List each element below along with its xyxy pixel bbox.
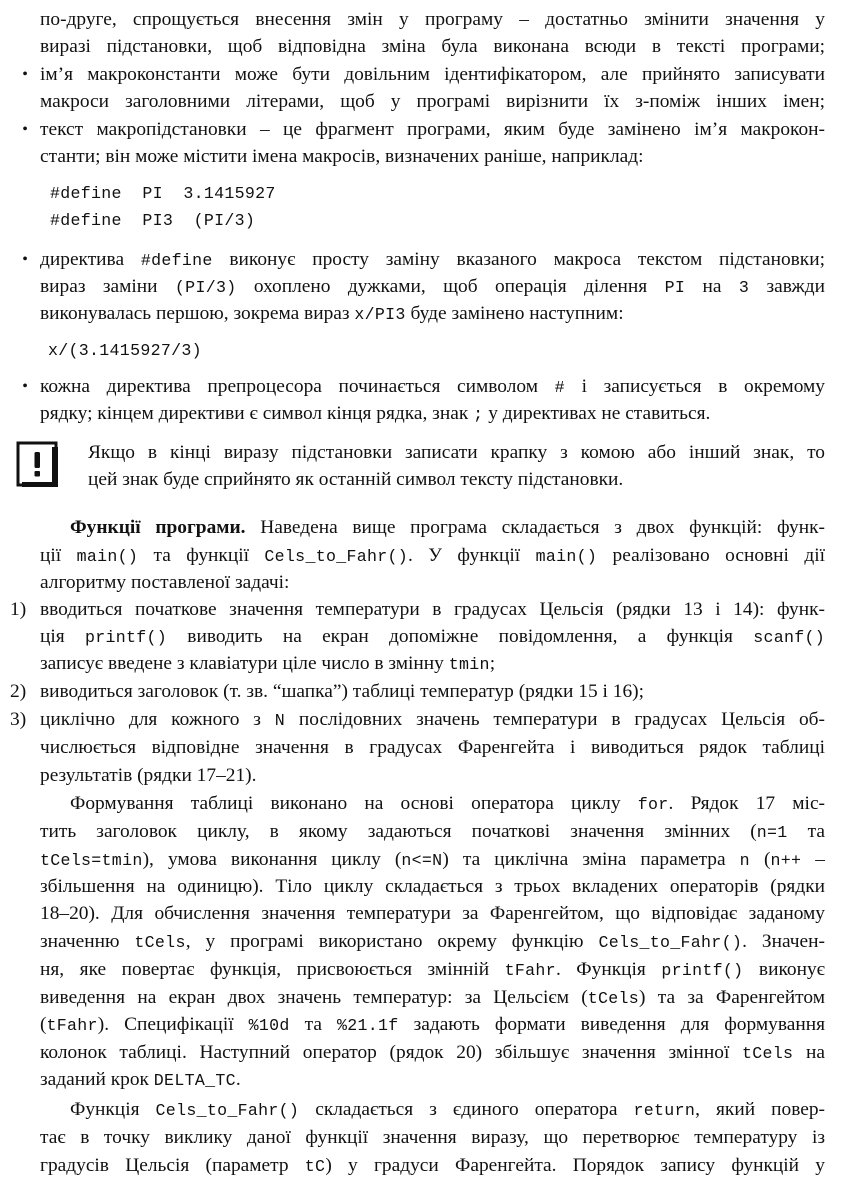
text-run: , який повер- <box>695 1099 826 1120</box>
text-run: ) у градуси Фаренгейта. Порядок запису функцій у <box>325 1155 826 1176</box>
text-run: ), умова виконання циклу ( <box>142 849 402 870</box>
text-run: циклічно для кожного з <box>40 709 275 730</box>
list-item-line: числюється відповідне значення в градусах Фаренгейта і виводиться рядок таблиці <box>40 737 825 758</box>
text-run: ; <box>489 653 496 674</box>
code-inline: n<=N <box>401 851 443 870</box>
paragraph-line <box>70 1096 825 1123</box>
code-inline: N <box>274 711 286 730</box>
list-item-line: виводиться заголовок (т. зв. “шапка”) таблиці температур (рядки 15 і 16); <box>40 681 644 702</box>
text-run: Функція <box>70 1099 156 1120</box>
text-run: ція <box>40 626 85 647</box>
code-inline: 3 <box>738 278 750 297</box>
text-run: Наведена вище програма складається з двох функцій: функ- <box>245 517 825 538</box>
text-run: значенню <box>40 931 135 952</box>
paragraph-line: збільшення на одиницю). Тіло циклу складається з трьох вкладених операторів (рядки <box>40 876 825 897</box>
text-run: ня, яке повертає функція, присвоюється змінній <box>40 959 505 980</box>
code-inline: %21.1f <box>337 1016 399 1035</box>
text-run: рядку; кінцем директиви є символ кінця рядка, знак <box>40 403 474 424</box>
text-run: директива <box>40 249 141 270</box>
code-inline: %10d <box>248 1016 290 1035</box>
paragraph-line <box>40 1066 857 1093</box>
code-line: x/(3.1415927/3) <box>48 341 202 360</box>
text-run: ) та за Фаренгейтом <box>639 987 826 1008</box>
text-run: . Функція <box>555 959 662 980</box>
list-item-line <box>40 273 825 300</box>
text-run: послідовних значень температури в градусах Цельсія об- <box>285 709 826 730</box>
text-run: градусів Цельсія (параметр <box>40 1155 305 1176</box>
bullet-marker: • <box>22 378 28 395</box>
code-inline: tCels <box>587 989 640 1008</box>
text-run: та функції <box>138 545 265 566</box>
code-inline: tFahr <box>504 961 556 980</box>
code-inline: for <box>637 795 669 814</box>
paragraph-line <box>40 1039 825 1066</box>
text-run: вираз заміни <box>40 276 175 297</box>
text-run: ). Специфікації <box>97 1014 249 1035</box>
list-item-line <box>40 246 825 273</box>
list-number: 3) <box>10 709 27 730</box>
list-item-line: ім’я макроконстанти може бути довільним ідентифікатором, але прийнято записувати <box>40 64 825 85</box>
list-item-line <box>40 650 857 677</box>
paragraph-line: алгоритму поставленої задачі: <box>40 572 290 593</box>
paragraph-line <box>40 928 825 955</box>
code-inline: DELTA_TC <box>153 1071 236 1090</box>
text-run: записує введене з клавіатури ціле число в змінну <box>40 653 449 674</box>
text-run: задають формати виведення для формування <box>398 1014 825 1035</box>
code-line: #define PI 3.1415927 <box>50 184 276 203</box>
text-run: ) та циклічна зміна параметра <box>442 849 740 870</box>
code-inline: tCels <box>742 1044 794 1063</box>
text-run: Формування таблиці виконано на основі оператора циклу <box>70 793 638 814</box>
paragraph-line: 18–20). Для обчислення значення температури за Фаренгейтом, що відповідає заданому <box>40 903 825 924</box>
text-run: на <box>685 276 739 297</box>
paragraph-line: тає в точку виклику даної функції значення виразу, що перетворює температуру із <box>40 1127 825 1148</box>
bullet-marker: • <box>22 66 28 83</box>
list-item-line <box>40 706 825 733</box>
list-item-line <box>40 400 857 427</box>
code-inline: # <box>554 378 565 397</box>
text-run: . Значен- <box>742 931 825 952</box>
paragraph-line <box>40 846 825 873</box>
paragraph-line: по-друге, спрощується внесення змін у програму – достатньо змінити значення у <box>40 9 825 30</box>
code-inline: tC <box>304 1157 326 1176</box>
text-run: охоплено дужками, щоб операція ділення <box>236 276 665 297</box>
list-number: 1) <box>10 599 27 620</box>
text-run: кожна директива препроцесора починається символом <box>40 376 555 397</box>
code-inline: return <box>633 1101 696 1120</box>
bullet-marker: • <box>22 251 28 268</box>
code-inline: main() <box>535 547 598 566</box>
code-inline: tCels <box>134 933 186 952</box>
bullet-marker: • <box>22 121 28 138</box>
list-item-line <box>40 623 825 650</box>
code-inline: PI <box>664 278 686 297</box>
text-run: та <box>787 821 825 842</box>
text-run: – <box>801 849 825 870</box>
text-run: у директивах не ставиться. <box>483 403 711 424</box>
list-item-line <box>40 373 825 400</box>
section-heading-line <box>70 514 825 541</box>
text-run: завжди <box>749 276 825 297</box>
paragraph-line <box>70 790 825 817</box>
text-run: . Рядок 17 міс- <box>668 793 826 814</box>
code-inline: (PI/3) <box>174 278 237 297</box>
code-inline: n <box>739 851 750 870</box>
section-title: Функції програми. <box>70 517 246 538</box>
paragraph-line: виразі підстановки, щоб відповідна зміна була виконана всюди в тексті програми; <box>40 36 825 57</box>
note-line: Якщо в кінці виразу підстановки записати крапку з комою або інший знак, то <box>88 442 825 463</box>
exclamation-icon <box>16 440 60 488</box>
paragraph-line <box>40 1011 825 1038</box>
code-inline: tmin <box>448 655 490 674</box>
text-run: і записується в окремому <box>564 376 825 397</box>
code-inline: n++ <box>770 851 802 870</box>
text-run: та <box>289 1014 337 1035</box>
text-run: тить заголовок циклу, в якому задаються початкові значення змінних ( <box>40 821 757 842</box>
text-run: . У функції <box>408 545 536 566</box>
code-line: #define PI3 (PI/3) <box>50 211 256 230</box>
list-number: 2) <box>10 681 27 702</box>
code-inline: n=1 <box>756 823 788 842</box>
code-inline: Cels_to_Fahr() <box>598 933 743 952</box>
text-run: ( <box>40 1014 47 1035</box>
text-run: ( <box>749 849 771 870</box>
code-inline: printf() <box>661 961 744 980</box>
code-inline: x/PI3 <box>354 305 406 324</box>
text-run: виконує просту заміну вказаного макроса текстом підстановки; <box>212 249 825 270</box>
paragraph-line <box>40 956 825 983</box>
note-line: цей знак буде сприйнято як останній символ тексту підстановки. <box>88 469 624 490</box>
code-inline: main() <box>76 547 139 566</box>
paragraph-line <box>40 542 825 569</box>
list-item-line: вводиться початкове значення температури в градусах Цельсія (рядки 13 і 14): функ- <box>40 599 825 620</box>
list-item-line: результатів (рядки 17–21). <box>40 765 257 786</box>
text-run: виконує <box>743 959 825 980</box>
code-inline: printf() <box>84 628 168 647</box>
code-inline: tFahr <box>46 1016 98 1035</box>
text-run: на <box>793 1042 825 1063</box>
text-run: . <box>235 1069 241 1090</box>
text-run: ції <box>40 545 77 566</box>
list-item-line: макроси заголовними літерами, щоб у програмі вирізнити їх з-поміж інших імен; <box>40 91 825 112</box>
paragraph-line <box>40 1152 825 1179</box>
code-inline: ; <box>473 405 484 424</box>
text-run: колонок таблиці. Наступний оператор (рядок 20) збільшує значення змінної <box>40 1042 743 1063</box>
code-inline: Cels_to_Fahr() <box>264 547 409 566</box>
code-inline: scanf() <box>753 628 825 647</box>
text-run: заданий крок <box>40 1069 154 1090</box>
text-run: виводить на екран допоміжне повідомлення, а функція <box>167 626 754 647</box>
paragraph-line <box>40 818 825 845</box>
list-item-line: текст макропідстановки – це фрагмент програми, яким буде замінено ім’я макрокон- <box>40 119 825 140</box>
paragraph-line <box>40 984 825 1011</box>
text-run: складається з єдиного оператора <box>299 1099 634 1120</box>
text-run: , у програмі використано окрему функцію <box>185 931 599 952</box>
code-inline: Cels_to_Fahr() <box>155 1101 300 1120</box>
text-run: буде замінено наступним: <box>405 303 624 324</box>
code-inline: #define <box>140 251 213 270</box>
list-item-line: станти; він може містити імена макросів, визначених раніше, наприклад: <box>40 146 644 167</box>
text-run: реалізовано основні дії <box>597 545 825 566</box>
text-run: виконувалась першою, зокрема вираз <box>40 303 355 324</box>
list-item-line <box>40 300 857 327</box>
code-inline: tCels=tmin <box>40 851 143 870</box>
text-run: виведення на екран двох значень температур: за Цельсієм ( <box>40 987 588 1008</box>
